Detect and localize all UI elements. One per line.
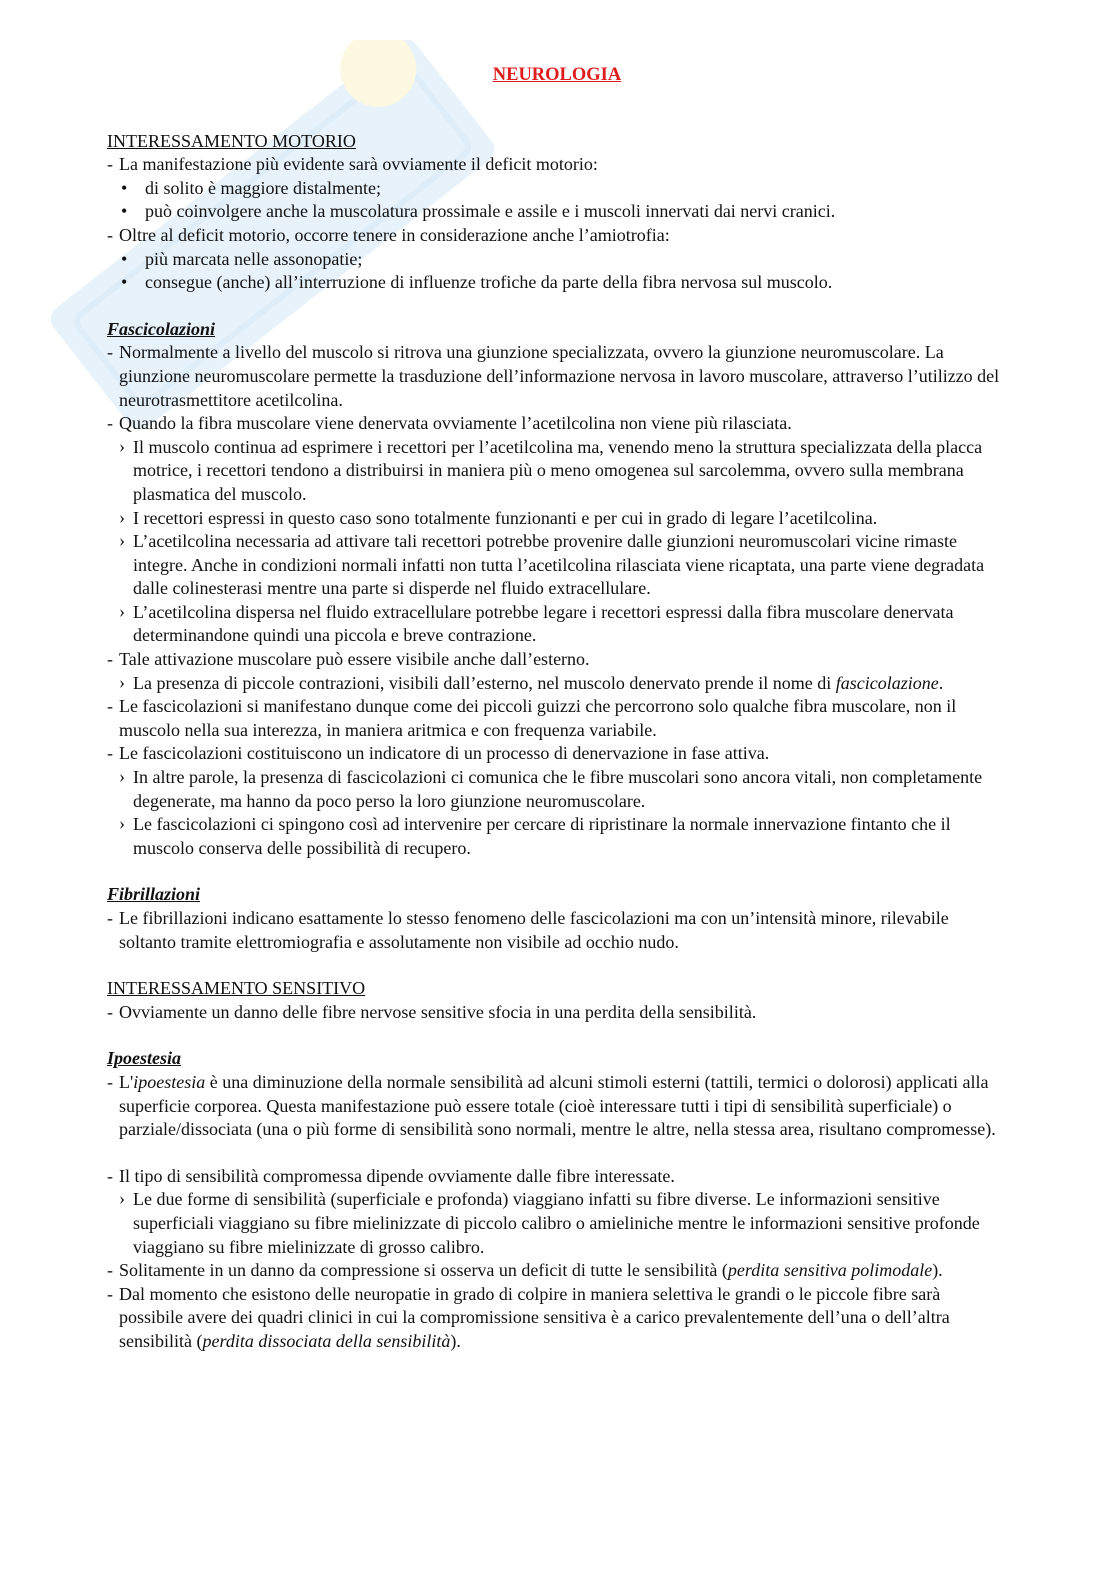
dash-item: - Quando la fibra muscolare viene denervata ovviamente l’acetilcolina non viene più rilasciata. [107,412,1007,436]
subheading-ipoestesia: Ipoestesia [107,1048,181,1069]
bullet-item: • di solito è maggiore distalmente; [107,177,1007,201]
dash-item: - Le fascicolazioni si manifestano dunque come dei piccoli guizzi che percorrono solo qualche fibra muscolare, non il muscolo nella sua interezza, in maniera aritmica e con frequenza variabile. [107,695,1007,742]
term-fascicolazione: fascicolazione [835,672,939,693]
dash-item: - Il tipo di sensibilità compromessa dipende ovviamente dalle fibre interessate. [107,1165,1007,1189]
term-perdita-dissociata: perdita dissociata della sensibilità [202,1330,451,1351]
term-perdita-polimodale: perdita sensitiva polimodale [727,1260,933,1281]
bullet-item: • può coinvolgere anche la muscolatura prossimale e assile e i muscoli innervati dai nervi cranici. [107,200,1007,224]
dash-item: - Le fascicolazioni costituiscono un indicatore di un processo di denervazione in fase attiva. [107,742,1007,766]
arrow-item: › Le fascicolazioni ci spingono così ad intervenire per cercare di ripristinare la normale innervazione fintanto che il muscolo conserva delle possibilità di recupero. [107,813,1007,860]
dash-item [107,1259,1007,1283]
bullet-item: • consegue (anche) all’interruzione di influenze trofiche da parte della fibra nervosa sul muscolo. [107,271,1007,295]
dash-item-pre: L' [119,1071,134,1092]
dash-item [107,1283,1007,1354]
dash-item: - Tale attivazione muscolare può essere visibile anche dall’esterno. [107,648,1007,672]
section-heading-sensitivo: INTERESSAMENTO SENSITIVO [107,978,366,999]
arrow-item [107,672,1007,696]
arrow-item: › Il muscolo continua ad esprimere i recettori per l’acetilcolina ma, venendo meno la struttura specializzata della placca motrice, i recettori tendono a distribuirsi in maniera più o meno omogenea sul sarcolemma, ovvero sulla membrana plasmatica del muscolo. [107,436,1007,507]
subheading-fibrillazioni: Fibrillazioni [107,884,201,905]
arrow-item-text: La presenza di piccole contrazioni, visibili dall’esterno, nel muscolo denervato prende il nome di [133,672,832,693]
arrow-item: › L’acetilcolina necessaria ad attivare tali recettori potrebbe provenire dalle giunzioni neuromuscolari vicine rimaste integre. Anche in condizioni normali infatti non tutta l’acetilcolina rilasciata viene ricaptata, una parte viene degradata dalle colinesterasi mentre una parte si disperde nel fluido extracellulare. [107,530,1007,601]
dash-item-text: Solitamente in un danno da compressione si osserva un deficit di tutte le sensibilità ( [119,1260,728,1281]
dash-item-end: ). [450,1330,461,1351]
arrow-item: › In altre parole, la presenza di fascicolazioni ci comunica che le fibre muscolari sono ancora vitali, non completamente degenerate, ma hanno da poco perso la loro giunzione neuromuscolare. [107,766,1007,813]
dash-item: - La manifestazione più evidente sarà ovviamente il deficit motorio: [107,153,1007,177]
dash-item-text: è una diminuzione della normale sensibilità ad alcuni stimoli esterni (tattili, termici o dolorosi) applicati alla superficie corporea. Questa manifestazione può essere totale (cioè interessare tutti i tipi di sensibilità superficiale) o parziale/dissociata (una o più forme di sensibilità sono normali, mentre le altre, nella stessa area, risultano compromesse). [119,1071,996,1140]
document-title: NEUROLOGIA [492,65,622,85]
dash-item: - Normalmente a livello del muscolo si ritrova una giunzione specializzata, ovvero la giunzione neuromuscolare. La giunzione neuromuscolare permette la trasduzione dell’informazione nervosa in lavoro muscolare, attraverso l’utilizzo del neurotrasmettitore acetilcolina. [107,341,1007,412]
arrow-item: › I recettori espressi in questo caso sono totalmente funzionanti e per cui in grado di legare l’acetilcolina. [107,507,1007,531]
dash-item-end: ). [932,1260,943,1281]
term-ipoestesia: ipoestesia [133,1071,206,1092]
dash-item: - Le fibrillazioni indicano esattamente lo stesso fenomeno delle fascicolazioni ma con un’intensità minore, rilevabile soltanto tramite elettromiografia e assolutamente non visibile ad occhio nudo. [107,907,1007,954]
dash-item-text: Dal momento che esistono delle neuropatie in grado di colpire in maniera selettiva le grandi o le piccole fibre sarà possibile avere dei quadri clinici in cui la compromissione sensitiva è a carico prevalentemente dell’una o dell’altra sensibilità ( [119,1283,950,1351]
arrow-item: › L’acetilcolina dispersa nel fluido extracellulare potrebbe legare i recettori espressi dalla fibra muscolare denervata determinandone quindi una piccola e breve contrazione. [107,601,1007,648]
dash-item: - Ovviamente un danno delle fibre nervose sensitive sfocia in una perdita della sensibilità. [107,1001,1007,1025]
document-page [107,64,1007,1354]
bullet-item: • più marcata nelle assonopatie; [107,248,1007,272]
dash-item [107,1071,1007,1142]
subheading-fascicolazioni: Fascicolazioni [107,318,216,339]
arrow-item-end: . [938,672,944,693]
arrow-item: › Le due forme di sensibilità (superficiale e profonda) viaggiano infatti su fibre diverse. Le informazioni sensitive superficiali viaggiano su fibre mielinizzate di piccolo calibro o amieliniche mentre le informazioni sensitive profonde viaggiano su fibre mielinizzate di grosso calibro. [107,1188,1007,1259]
dash-item: - Oltre al deficit motorio, occorre tenere in considerazione anche l’amiotrofia: [107,224,1007,248]
section-heading-motorio: INTERESSAMENTO MOTORIO [107,130,356,151]
